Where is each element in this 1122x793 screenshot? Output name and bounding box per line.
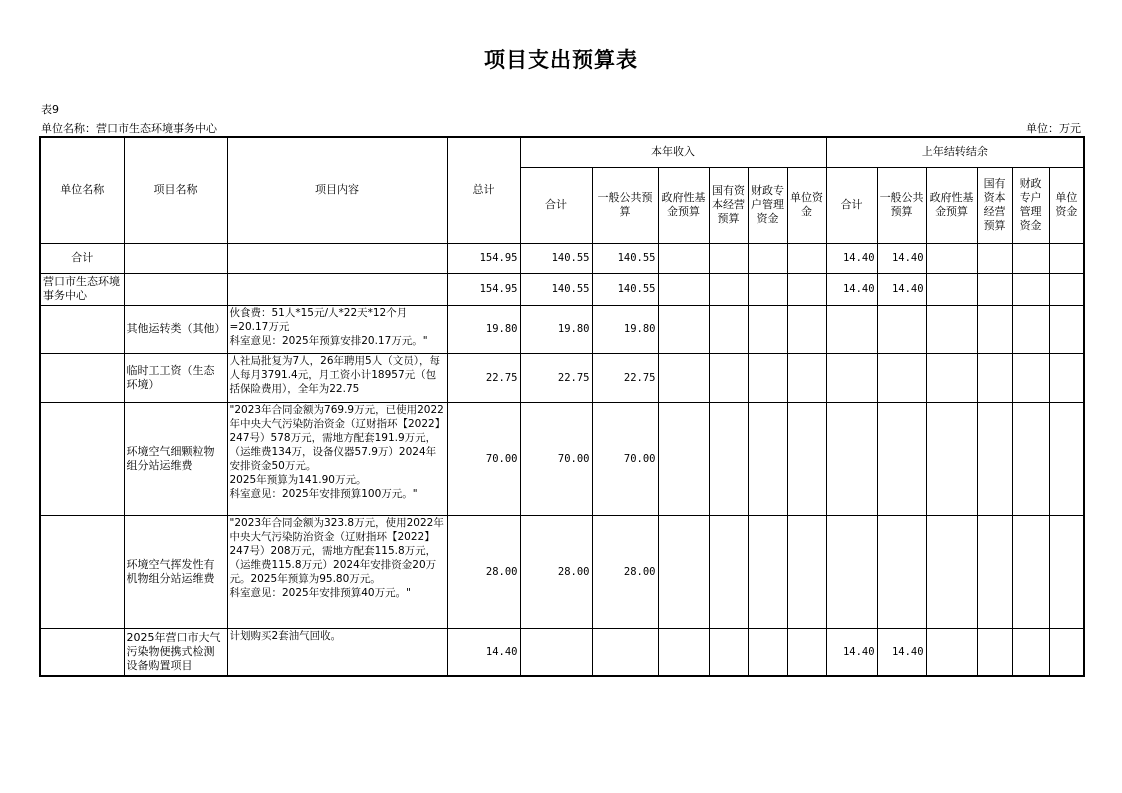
cell-prev-unit — [1049, 515, 1084, 628]
cell-prev-state — [977, 353, 1012, 402]
cell-prev-fund — [926, 273, 977, 305]
cell-cur-special — [748, 273, 787, 305]
cell-cur-unit — [787, 402, 826, 515]
header-prev-fund: 政府性基金预算 — [926, 167, 977, 243]
cell-cur-state — [709, 273, 748, 305]
cell-prev-unit — [1049, 273, 1084, 305]
cell-unit — [40, 402, 124, 515]
table-row — [40, 402, 1084, 515]
cell-total: 70.00 — [447, 402, 520, 515]
cell-prev-state — [977, 402, 1012, 515]
cell-prev-special — [1012, 628, 1049, 676]
cell-prev-sum — [826, 305, 877, 353]
cell-cur-general: 28.00 — [592, 515, 658, 628]
table-row — [40, 243, 1084, 273]
cell-total: 28.00 — [447, 515, 520, 628]
cell-project: 环境空气挥发性有机物组分站运维费 — [124, 515, 227, 628]
header-carryover: 上年结转结余 — [826, 137, 1084, 167]
cell-prev-general — [877, 353, 926, 402]
cell-unit — [40, 628, 124, 676]
cell-prev-general — [877, 515, 926, 628]
cell-prev-unit — [1049, 305, 1084, 353]
cell-cur-general: 140.55 — [592, 243, 658, 273]
cell-cur-general: 140.55 — [592, 273, 658, 305]
cell-cur-unit — [787, 628, 826, 676]
cell-prev-unit — [1049, 353, 1084, 402]
table-row — [40, 273, 1084, 305]
cell-prev-fund — [926, 305, 977, 353]
cell-total: 154.95 — [447, 243, 520, 273]
cell-prev-sum: 14.40 — [826, 628, 877, 676]
header-project-name: 项目名称 — [124, 137, 227, 243]
cell-cur-state — [709, 402, 748, 515]
cell-cur-unit — [787, 515, 826, 628]
header-project-content: 项目内容 — [227, 137, 447, 243]
cell-cur-special — [748, 515, 787, 628]
cell-cur-sum: 22.75 — [520, 353, 592, 402]
cell-cur-special — [748, 243, 787, 273]
cell-prev-sum: 14.40 — [826, 243, 877, 273]
cell-prev-state — [977, 305, 1012, 353]
cell-prev-sum — [826, 353, 877, 402]
header-prev-general: 一般公共预算 — [877, 167, 926, 243]
cell-unit — [40, 353, 124, 402]
cell-prev-general: 14.40 — [877, 628, 926, 676]
cell-prev-special — [1012, 305, 1049, 353]
cell-content: "2023年合同金额为323.8万元，使用2022年中央大气污染防治资金（辽财指环【2022】247号）208万元，需地方配套115.8万元，（运维费115.8万元）2024年安排资金20万元。2025年预算为95.80万元。 科室意见：2025年安排预算40万元。" — [227, 515, 447, 628]
cell-project — [124, 273, 227, 305]
cell-prev-special — [1012, 353, 1049, 402]
header-cur-fund: 政府性基金预算 — [658, 167, 709, 243]
cell-cur-unit — [787, 353, 826, 402]
cell-cur-state — [709, 243, 748, 273]
header-cur-state: 国有资本经营预算 — [709, 167, 748, 243]
cell-cur-general: 22.75 — [592, 353, 658, 402]
cell-content: 计划购买2套油气回收。 — [227, 628, 447, 676]
cell-prev-unit — [1049, 628, 1084, 676]
header-unit-name: 单位名称 — [40, 137, 124, 243]
cell-cur-sum: 28.00 — [520, 515, 592, 628]
cell-prev-fund — [926, 353, 977, 402]
cell-prev-special — [1012, 402, 1049, 515]
budget-table — [39, 136, 1085, 677]
cell-cur-sum: 140.55 — [520, 273, 592, 305]
cell-prev-state — [977, 515, 1012, 628]
header-prev-state: 国有资本经营预算 — [977, 167, 1012, 243]
header-current-year-income: 本年收入 — [520, 137, 826, 167]
cell-unit — [40, 515, 124, 628]
cell-unit — [40, 305, 124, 353]
cell-content: 人社局批复为7人，26年聘用5人（文员），每人每月3791.4元，月工资小计18957元（包括保险费用），全年为22.75 — [227, 353, 447, 402]
table-row — [40, 353, 1084, 402]
cell-cur-fund — [658, 402, 709, 515]
cell-prev-state — [977, 628, 1012, 676]
header-cur-sum: 合计 — [520, 167, 592, 243]
cell-cur-special — [748, 628, 787, 676]
budget-table-body — [40, 243, 1084, 676]
header-cur-general: 一般公共预算 — [592, 167, 658, 243]
cell-cur-sum: 140.55 — [520, 243, 592, 273]
cell-cur-sum: 70.00 — [520, 402, 592, 515]
cell-prev-special — [1012, 515, 1049, 628]
cell-content — [227, 273, 447, 305]
cell-cur-special — [748, 353, 787, 402]
cell-total: 14.40 — [447, 628, 520, 676]
cell-prev-unit — [1049, 402, 1084, 515]
cell-prev-special — [1012, 273, 1049, 305]
cell-project: 2025年营口市大气污染物便携式检测设备购置项目 — [124, 628, 227, 676]
cell-cur-unit — [787, 305, 826, 353]
cell-cur-sum — [520, 628, 592, 676]
cell-prev-unit — [1049, 243, 1084, 273]
cell-project: 临时工工资（生态环境） — [124, 353, 227, 402]
cell-prev-general: 14.40 — [877, 273, 926, 305]
header-prev-sum: 合计 — [826, 167, 877, 243]
cell-cur-state — [709, 305, 748, 353]
table-row — [40, 305, 1084, 353]
cell-cur-general: 19.80 — [592, 305, 658, 353]
cell-prev-fund — [926, 515, 977, 628]
cell-cur-fund — [658, 243, 709, 273]
cell-prev-fund — [926, 402, 977, 515]
cell-cur-fund — [658, 305, 709, 353]
header-prev-special: 财政专户管理资金 — [1012, 167, 1049, 243]
header-prev-unit: 单位资金 — [1049, 167, 1084, 243]
table-row — [40, 628, 1084, 676]
page-title: 项目支出预算表 — [484, 48, 638, 72]
cell-content: 伙食费：51人*15元/人*22天*12个月=20.17万元 科室意见：2025年预算安排20.17万元。" — [227, 305, 447, 353]
cell-prev-fund — [926, 243, 977, 273]
header-total: 总计 — [447, 137, 520, 243]
cell-project — [124, 243, 227, 273]
unit-name-label: 单位名称：营口市生态环境事务中心 — [41, 122, 217, 135]
cell-prev-fund — [926, 628, 977, 676]
cell-cur-fund — [658, 273, 709, 305]
cell-prev-general — [877, 305, 926, 353]
cell-cur-state — [709, 515, 748, 628]
header-cur-unit: 单位资金 — [787, 167, 826, 243]
table-number: 表9 — [41, 103, 59, 116]
cell-unit: 营口市生态环境事务中心 — [40, 273, 124, 305]
cell-cur-fund — [658, 515, 709, 628]
cell-prev-sum — [826, 515, 877, 628]
cell-cur-fund — [658, 628, 709, 676]
cell-cur-general — [592, 628, 658, 676]
cell-unit: 合计 — [40, 243, 124, 273]
currency-unit-label: 单位：万元 — [1026, 122, 1081, 135]
cell-cur-unit — [787, 273, 826, 305]
cell-cur-sum: 19.80 — [520, 305, 592, 353]
cell-cur-general: 70.00 — [592, 402, 658, 515]
cell-prev-sum: 14.40 — [826, 273, 877, 305]
cell-prev-state — [977, 243, 1012, 273]
cell-prev-state — [977, 273, 1012, 305]
cell-cur-state — [709, 628, 748, 676]
table-row — [40, 515, 1084, 628]
cell-cur-unit — [787, 243, 826, 273]
cell-cur-fund — [658, 353, 709, 402]
cell-total: 22.75 — [447, 353, 520, 402]
cell-content — [227, 243, 447, 273]
cell-project: 其他运转类（其他） — [124, 305, 227, 353]
cell-cur-special — [748, 402, 787, 515]
cell-prev-sum — [826, 402, 877, 515]
cell-content: "2023年合同金额为769.9万元，已使用2022年中央大气污染防治资金（辽财指环【2022】247号）578万元，需地方配套191.9万元，（运维费134万，设备仪器57.9万）2024年安排资金50万元。 2025年预算为141.90万元。 科室意见：2025年安排预算100万元。" — [227, 402, 447, 515]
cell-prev-general: 14.40 — [877, 243, 926, 273]
cell-cur-special — [748, 305, 787, 353]
cell-total: 154.95 — [447, 273, 520, 305]
header-cur-special: 财政专户管理资金 — [748, 167, 787, 243]
cell-project: 环境空气细颗粒物组分站运维费 — [124, 402, 227, 515]
cell-total: 19.80 — [447, 305, 520, 353]
cell-prev-special — [1012, 243, 1049, 273]
cell-prev-general — [877, 402, 926, 515]
cell-cur-state — [709, 353, 748, 402]
